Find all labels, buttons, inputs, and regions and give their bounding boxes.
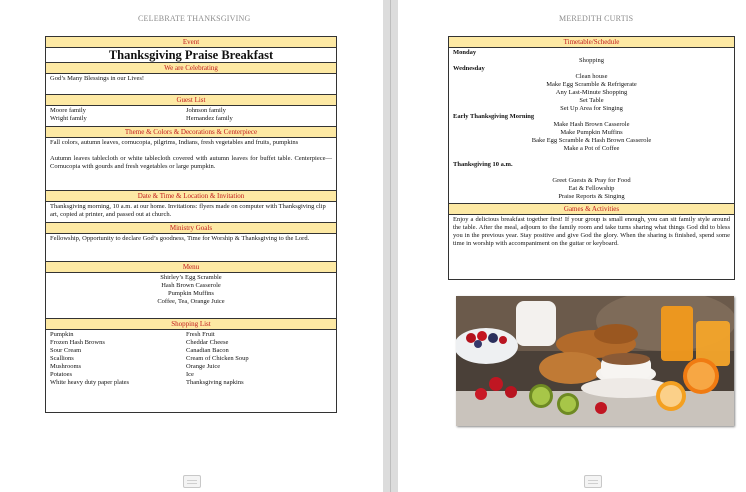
date-time-text: Thanksgiving morning, 10 a.m. at our home. Invitations: flyers made on computer with Thanksgiving clip art, copied at printer, and passed out at church. (50, 203, 326, 218)
event-header: Event (46, 37, 336, 48)
guest-name: Johnson family (186, 107, 226, 114)
date-time-header: Date & Time & Location & Invitation (46, 190, 336, 202)
breakfast-photo-illustration (456, 296, 734, 426)
shopping-item: Sour Cream (50, 347, 82, 354)
shopping-item: Fresh Fruit (186, 331, 215, 338)
shopping-item: Mushrooms (50, 363, 82, 370)
shopping-item: Potatoes (50, 371, 73, 378)
schedule-day: Monday (453, 49, 477, 56)
shopping-item: Pumpkin (50, 331, 74, 338)
shopping-row (50, 363, 332, 371)
shopping-row (50, 331, 332, 339)
schedule-task: Shopping (579, 57, 604, 64)
schedule-task: Make Hash Brown Casserole (553, 121, 630, 128)
page-thumbnail-icon[interactable] (183, 475, 201, 488)
event-title: Thanksgiving Praise Breakfast (108, 48, 274, 62)
shopping-item: Ice (186, 371, 194, 378)
shopping-item: Scallions (50, 355, 74, 362)
schedule-day: Thanksgiving 10 a.m. (453, 161, 513, 168)
celebrating-header: We are Celebrating (46, 62, 336, 74)
running-head-right: MEREDITH CURTIS (559, 14, 634, 23)
shopping-item: Canadian Bacon (186, 347, 229, 354)
schedule-task: Praise Reports & Singing (558, 193, 625, 200)
shopping-item: Cheddar Cheese (186, 339, 229, 346)
shopping-row (50, 347, 332, 355)
guest-list (46, 106, 336, 126)
menu-item: Pumpkin Muffins (168, 290, 214, 297)
running-head-left: CELEBRATE THANKSGIVING (138, 14, 251, 23)
schedule-task: Greet Guests & Pray for Food (552, 177, 631, 184)
menu-item: Hash Brown Casserole (161, 282, 221, 289)
schedule-form (448, 36, 735, 280)
breakfast-photo (456, 296, 734, 426)
guest-name: Hernandez family (186, 115, 233, 122)
menu-item: Coffee, Tea, Orange Juice (157, 298, 225, 305)
schedule-task: Eat & Fellowship (568, 185, 615, 192)
page-thumbnail-icon[interactable] (584, 475, 602, 488)
shopping-row (50, 379, 332, 387)
games-activities-text: Enjoy a delicious breakfast together first! If your group is small enough, you can sit family style around the table. After the meal, adjourn to the family room and take turns sharing what things God did to bless you in the previous year. Stay positive and give God the glory. When the sharing is finished, spend some time in worship with accompaniment on the guitar or keyboard. (453, 216, 730, 247)
shopping-row (50, 339, 332, 347)
schedule-task: Make Pumpkin Muffins (560, 129, 623, 136)
guest-name: Wright family (50, 115, 87, 122)
menu-list (46, 273, 336, 318)
schedule-task: Set Up Area for Singing (560, 105, 623, 112)
theme-section (46, 138, 336, 190)
shopping-item: Cream of Chicken Soup (186, 355, 249, 362)
schedule-task: Bake Egg Scramble & Hash Brown Casserole (531, 137, 652, 144)
guest-list-header: Guest List (46, 94, 336, 106)
guest-name: Moore family (50, 107, 86, 114)
theme-paragraph: Fall colors, autumn leaves, cornucopia, pilgrims, Indians, fresh vegetables and fruits, pumpkins (50, 139, 299, 146)
schedule-day: Wednesday (453, 65, 485, 72)
shopping-list-header: Shopping List (46, 318, 336, 330)
theme-paragraph: Autumn leaves tablecloth or white tablecloth covered with autumn leaves for buffet table. Centerpiece—Cornucopia with gourds and fresh vegetables or large pumpkin. (50, 155, 332, 170)
schedule-task: Any Last-Minute Shopping (555, 89, 628, 96)
shopping-row (50, 371, 332, 379)
ministry-goals-text: Fellowship, Opportunity to declare God’s goodness, Time for Worship & Thanksgiving to the Lord. (50, 235, 310, 242)
schedule-task: Make Egg Scramble & Refrigerate (546, 81, 637, 88)
event-planner-form (45, 36, 337, 413)
shopping-row (50, 355, 332, 363)
guest-row (50, 115, 332, 123)
games-activities-header: Games & Activities (449, 203, 734, 215)
theme-header: Theme & Colors & Decorations & Centerpiece (46, 126, 336, 138)
shopping-item: Frozen Hash Browns (50, 339, 105, 346)
schedule-task: Set Table (579, 97, 604, 104)
celebrating-text: God’s Many Blessings in our Lives! (50, 75, 145, 82)
shopping-item: Orange Juice (186, 363, 221, 370)
schedule-task: Make a Pot of Coffee (563, 145, 620, 152)
shopping-item: White heavy duty paper plates (50, 379, 130, 386)
schedule-day: Early Thanksgiving Morning (453, 113, 535, 120)
menu-header: Menu (46, 261, 336, 273)
timetable-header: Timetable/Schedule (449, 37, 734, 48)
shopping-item: Thanksgiving napkins (186, 379, 244, 386)
guest-row (50, 107, 332, 115)
page-gutter (383, 0, 398, 492)
schedule-task: Clean house (575, 73, 608, 80)
ministry-goals-header: Ministry Goals (46, 222, 336, 234)
menu-item: Shirley’s Egg Scramble (160, 274, 222, 281)
schedule (449, 48, 734, 203)
shopping-list (46, 330, 336, 389)
